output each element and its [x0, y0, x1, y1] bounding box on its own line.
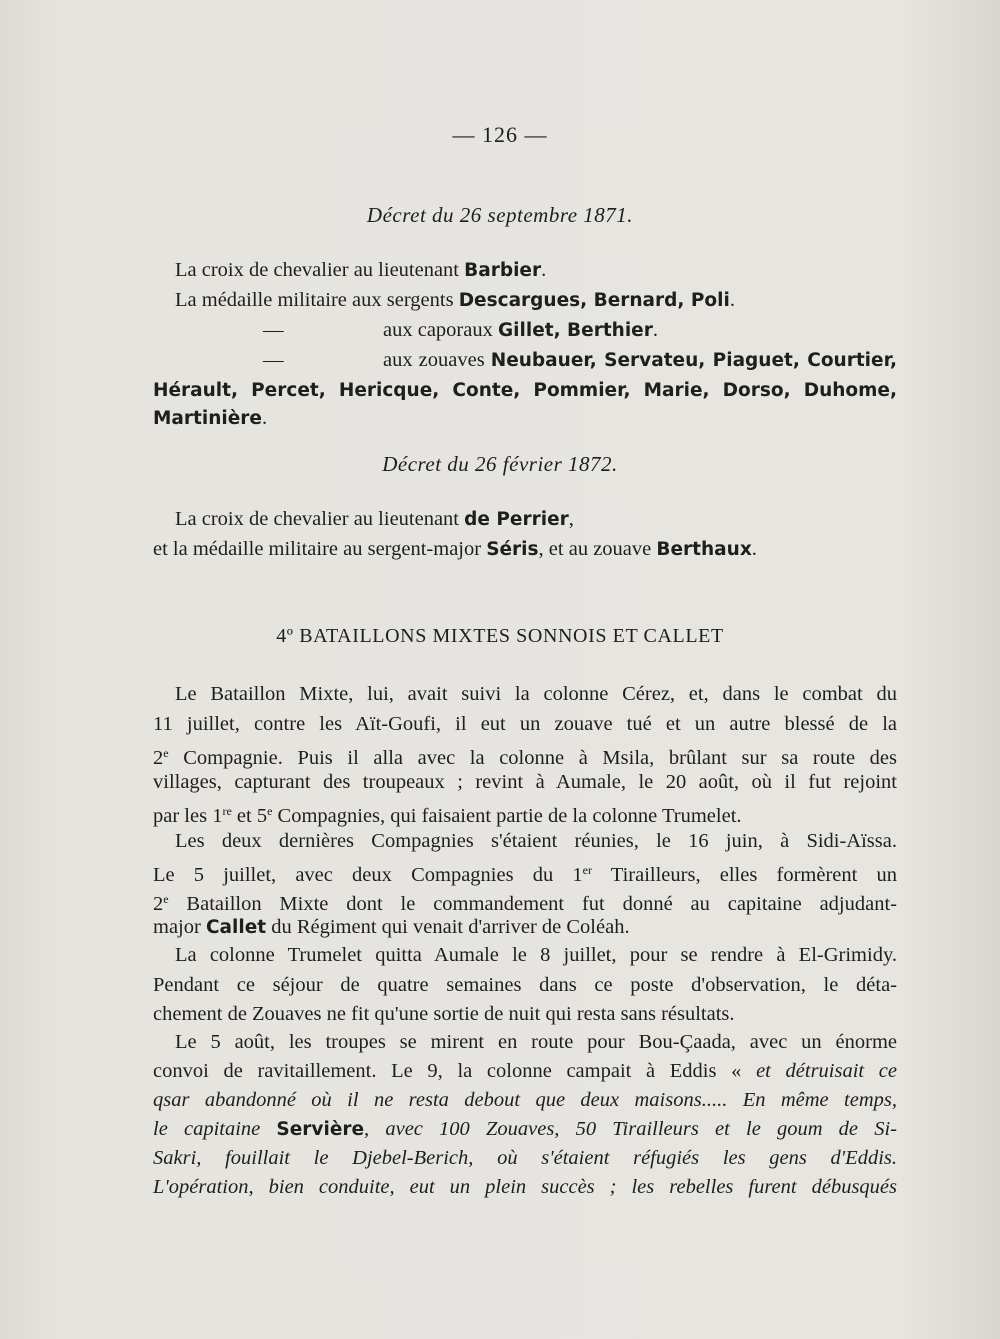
decree-1-title: Décret du 26 septembre 1871.: [366, 203, 634, 227]
p4-line-3: qsar abandonné où il ne resta debout que deux maisons..... En même temps,: [153, 1089, 897, 1111]
names-zouaves-3: Martinière: [153, 408, 262, 429]
name-serviere: Servière: [276, 1119, 365, 1140]
dash-zouaves: —: [263, 349, 284, 371]
p2-line-4: major Callet du Régiment qui venait d'arriver de Coléah.: [153, 916, 630, 938]
decree-1-line-5: [153, 375, 897, 406]
name-barbier: Barbier: [464, 260, 542, 281]
p4-line-5: Sakri, fouillait le Djebel-Berich, où s'étaient réfugiés les gens d'Eddis.: [153, 1147, 897, 1169]
names-zouaves-2: Hérault, Percet, Hericque, Conte, Pommier, Marie, Dorso, Duhome,: [153, 380, 897, 401]
name-berthaux: Berthaux: [656, 539, 752, 560]
decree-1-line-1: La croix de chevalier au lieutenant Barbier.: [175, 259, 547, 281]
p2-line-1: Les deux dernières Compagnies s'étaient réunies, le 16 juin, à Sidi-Aïssa.: [175, 830, 897, 852]
p1-line-5: par les 1re et 5e Compagnies, qui faisaient partie de la colonne Trumelet.: [153, 804, 742, 827]
name-de-perrier: de Perrier: [464, 509, 569, 530]
decree-1-line-6: Martinière.: [153, 407, 268, 429]
dash-caporaux: —: [263, 319, 284, 341]
decree-1-line-4: aux zouaves Neubauer, Servateu, Piaguet, Courtier,: [383, 349, 897, 371]
p1-line-1: Le Bataillon Mixte, lui, avait suivi la colonne Cérez, et, dans le combat du: [175, 683, 897, 705]
p1-line-2: 11 juillet, contre les Aït-Goufi, il eut un zouave tué et un autre blessé de la: [153, 713, 897, 735]
p4-line-6: L'opération, bien conduite, eut un plein succès ; les rebelles furent débusqués: [153, 1176, 897, 1198]
name-callet: Callet: [205, 917, 267, 938]
p2-line-3: 2e Bataillon Mixte dont le commandement fut donné au capitaine adjudant-: [153, 892, 897, 915]
p4-line-2: convoi de ravitaillement. Le 9, la colonne campait à Eddis « et détruisait ce: [153, 1060, 897, 1082]
names-caporaux: Gillet, Berthier: [497, 320, 653, 341]
names-zouaves-1: Neubauer, Servateu, Piaguet, Courtier,: [490, 350, 897, 371]
name-seris: Séris: [486, 539, 539, 560]
p3-line-1: La colonne Trumelet quitta Aumale le 8 juillet, pour se rendre à El-Grimidy.: [175, 944, 897, 966]
p1-line-4: villages, capturant des troupeaux ; revint à Aumale, le 20 août, où il fut rejoint: [153, 771, 897, 793]
decree-2-title: Décret du 26 février 1872.: [382, 452, 618, 476]
p2-line-2: Le 5 juillet, avec deux Compagnies du 1er Tirailleurs, elles formèrent un: [153, 863, 897, 886]
decree-2-line-2: et la médaille militaire au sergent-major Séris, et au zouave Berthaux.: [153, 538, 757, 560]
page-number: — 126 —: [452, 122, 548, 147]
p3-line-3: chement de Zouaves ne fit qu'une sortie de nuit qui resta sans résultats.: [153, 1003, 735, 1025]
decree-1-line-3: aux caporaux Gillet, Berthier.: [383, 319, 658, 341]
decree-2-line-1: La croix de chevalier au lieutenant de Perrier,: [175, 508, 574, 530]
section-heading: 4º BATAILLONS MIXTES SONNOIS ET CALLET: [276, 625, 724, 647]
p4-line-1: Le 5 août, les troupes se mirent en route pour Bou-Çaada, avec un énorme: [175, 1031, 897, 1053]
names-sergents: Descargues, Bernard, Poli: [458, 290, 730, 311]
p4-line-4: le capitaine Servière, avec 100 Zouaves, 50 Tirailleurs et le goum de Si-: [153, 1118, 897, 1140]
p1-line-3: 2e Compagnie. Puis il alla avec la colonne à Msila, brûlant sur sa route des: [153, 746, 897, 769]
decree-1-line-2: La médaille militaire aux sergents Descargues, Bernard, Poli.: [175, 289, 735, 311]
p3-line-2: Pendant ce séjour de quatre semaines dans ce poste d'observation, le déta-: [153, 974, 897, 996]
